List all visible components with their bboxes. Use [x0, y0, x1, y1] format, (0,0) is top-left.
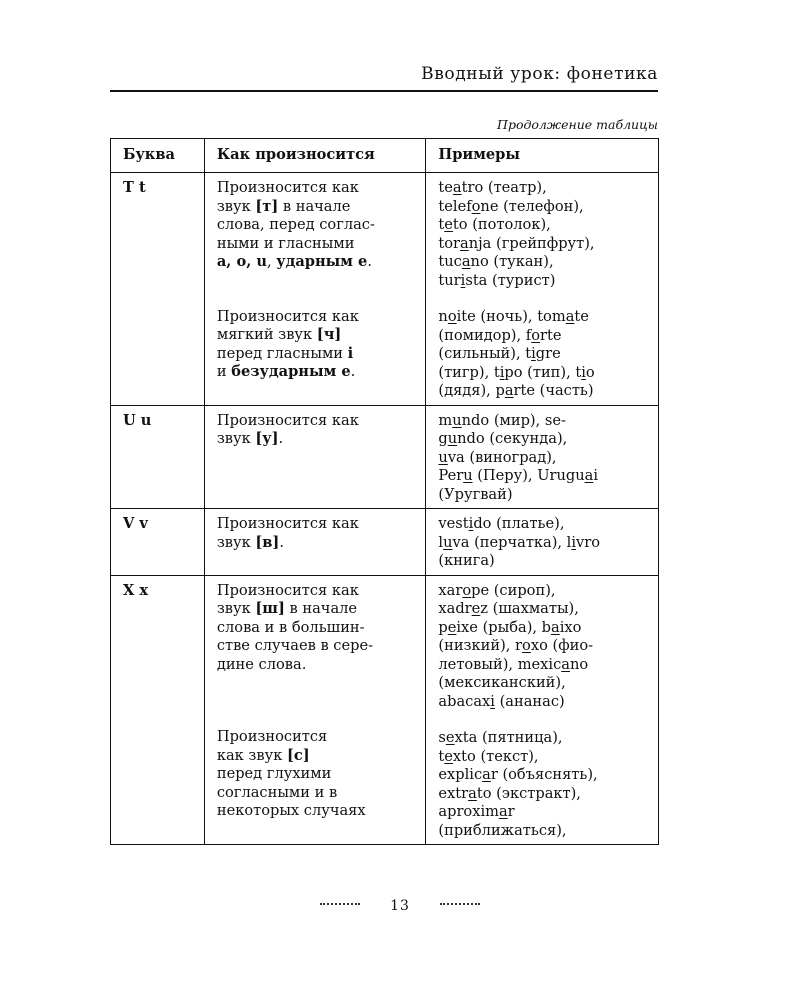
letter-cell — [111, 405, 205, 509]
letter-cell — [111, 575, 205, 845]
phonetics-table — [110, 138, 659, 845]
pronunciation-rule: Произносится как звук [т] в начале слова, перед соглас- ными и гласными a, o, u, ударным e. — [216, 179, 375, 270]
table-header-row — [111, 139, 659, 173]
letter-cell — [111, 173, 205, 406]
page-number: 13 — [390, 898, 410, 914]
example-list: noite (ночь), tomate (помидор), forte (сильный), tigre (тигр), tipo (тип), tio (дядя), parte (часть) — [438, 308, 595, 399]
letter-label: V v — [123, 515, 148, 532]
pronunciation-cell — [204, 173, 426, 406]
pronunciation-rule: Произносится как звук [в]. — [216, 515, 359, 551]
examples-cell — [426, 509, 659, 576]
example-list: mundo (мир), se- gundo (секунда), uva (виноград), Peru (Перу), Uruguai (Уругвай) — [438, 411, 598, 503]
pronunciation-cell — [204, 575, 426, 845]
column-header-letter: Буква — [111, 139, 205, 173]
pronunciation-rule: Произносится как звук [у]. — [216, 411, 359, 447]
column-header-pronunciation: Как произносится — [204, 139, 426, 173]
pronunciation-cell — [204, 509, 426, 576]
example-list: teatro (театр), telefone (телефон), teto (потолок), toranja (грейпфрут), tucano (тукан), turista (турист) — [438, 179, 595, 289]
examples-cell — [426, 405, 659, 509]
footer-dots-right — [440, 903, 480, 905]
header-rule — [110, 90, 658, 92]
running-header: Вводный урок: фонетика — [421, 64, 658, 84]
example-list: vestido (платье), luva (перчатка), livro (книга) — [438, 515, 601, 569]
column-header-examples: Примеры — [426, 139, 659, 173]
pronunciation-rule: Произносится как звук [ш] в начале слова и в большин- стве случаев в сере- дине слова. — [216, 581, 374, 673]
example-list: sexta (пятница), texto (текст), explicar (объяснять), extrato (экстракт), aproximar (приближаться), — [438, 729, 598, 839]
table-row — [111, 509, 659, 576]
pronunciation-rule: Произносится как мягкий звук [ч] перед гласными i и безударным e. — [216, 307, 359, 380]
pronunciation-rule: Произносится как звук [с] перед глухими согласными и в некоторых случаях — [216, 728, 366, 819]
examples-cell — [426, 575, 659, 845]
example-list: xarope (сироп), xadrez (шахматы), peixe (рыба), baixo (низкий), roxo (фио- летовый), mexicano (мексиканский), abacaxi (ананас) — [438, 581, 594, 710]
table-continued-note: Продолжение таблицы — [497, 117, 658, 132]
letter-cell — [111, 509, 205, 576]
examples-cell — [426, 173, 659, 406]
table-row — [111, 575, 659, 845]
pronunciation-cell — [204, 405, 426, 509]
page-footer — [0, 898, 800, 914]
footer-dots-left — [320, 903, 360, 905]
table-row — [111, 173, 659, 406]
letter-label: X x — [123, 581, 149, 599]
letter-label: U u — [123, 411, 152, 429]
table-row — [111, 405, 659, 509]
letter-label: T t — [123, 179, 146, 196]
